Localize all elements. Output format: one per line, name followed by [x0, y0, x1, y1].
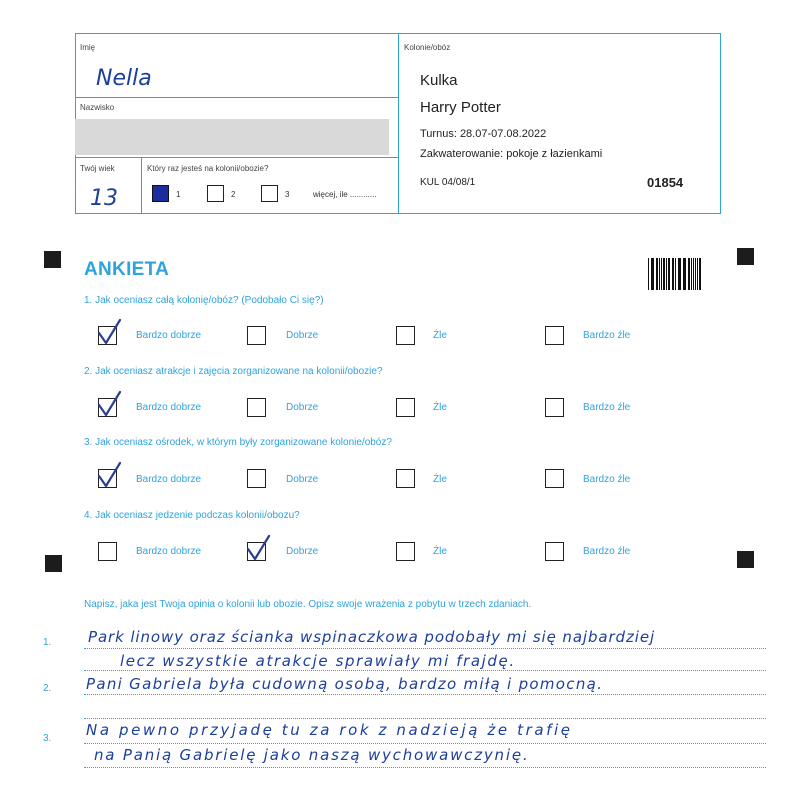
q1-checkbox-dobrze[interactable] [247, 326, 266, 345]
q2-checkbox-zle[interactable] [396, 398, 415, 417]
line-number-3: 3. [43, 733, 52, 744]
survey-title: ANKIETA [84, 259, 170, 280]
q1-option-dobrze: Dobrze [286, 330, 319, 341]
barcode-bar [653, 258, 654, 290]
camp-label: Kolonie/obóz [404, 43, 451, 52]
camp-code: KUL 04/08/1 [420, 177, 476, 188]
barcode-bar [689, 258, 690, 290]
turnus: Turnus: 28.07-07.08.2022 [420, 128, 547, 140]
q1-checkmark-icon [96, 318, 122, 346]
first-name-label: Imię [80, 43, 96, 52]
barcode-bar [700, 258, 701, 290]
q1-checkbox-bardzo-zle[interactable] [545, 326, 564, 345]
q3-checkbox-dobrze[interactable] [247, 469, 266, 488]
visit-count-checkbox-2[interactable] [207, 185, 224, 202]
barcode-bar [695, 258, 696, 290]
q2-option-zle: Źle [433, 402, 447, 413]
barcode-bar [675, 258, 676, 290]
q3-option-zle: Źle [433, 474, 447, 485]
q2-option-bardzo-dobrze: Bardzo dobrze [136, 402, 202, 413]
q2-option-dobrze: Dobrze [286, 402, 319, 413]
q4-checkbox-bardzo-dobrze[interactable] [98, 542, 117, 561]
line-number-1: 1. [43, 637, 52, 648]
line-number-2: 2. [43, 683, 52, 694]
q2-option-bardzo-zle: Bardzo źle [583, 402, 631, 413]
q4-checkbox-bardzo-zle[interactable] [545, 542, 564, 561]
handwritten-line-3: Pani Gabriela była cudowną osobą, bardzo miłą i pomocną. [86, 675, 604, 693]
visit-count-label: Który raz jesteś na kolonii/obozie? [147, 164, 269, 173]
visit-count-checkbox-3[interactable] [261, 185, 278, 202]
registration-marker-top-left [44, 251, 61, 268]
answer-line [84, 718, 766, 719]
q2-checkmark-icon [96, 390, 122, 418]
handwritten-line-4: Na pewno przyjadę tu za rok z nadzieją że trafię [86, 721, 573, 739]
answer-line [84, 648, 766, 649]
q4-option-bardzo-zle: Bardzo źle [583, 546, 631, 557]
barcode-bar [680, 258, 681, 290]
handwritten-line-2: lecz wszystkie atrakcje sprawiały mi frajdę. [120, 652, 516, 670]
q2-checkbox-bardzo-zle[interactable] [545, 398, 564, 417]
answer-line [84, 670, 766, 671]
barcode-bar [659, 258, 660, 290]
age-value: 13 [90, 186, 118, 211]
q1-option-zle: Źle [433, 330, 447, 341]
q3-option-dobrze: Dobrze [286, 474, 319, 485]
last-name-label: Nazwisko [80, 103, 115, 112]
header-row-line-2 [75, 157, 398, 158]
header-row-line-1 [75, 97, 398, 98]
question-4: 4. Jak oceniasz jedzenie podczas kolonii/obozu? [84, 510, 300, 521]
q3-option-bardzo-dobrze: Bardzo dobrze [136, 474, 202, 485]
barcode [648, 258, 702, 290]
registration-marker-bottom-right [737, 551, 754, 568]
visit-count-option-3: 3 [285, 190, 290, 199]
age-divider [141, 157, 142, 214]
q4-option-bardzo-dobrze: Bardzo dobrze [136, 546, 202, 557]
handwritten-line-1: Park linowy oraz ścianka wspinaczkowa podobały mi się najbardziej [88, 628, 656, 646]
opinion-instruction: Napisz, jaka jest Twoja opinia o kolonii lub obozie. Opisz swoje wrażenia z pobytu w trzech zdaniach. [84, 599, 532, 610]
visit-count-checkbox-1[interactable] [152, 185, 169, 202]
q1-checkbox-zle[interactable] [396, 326, 415, 345]
visit-count-more-label: więcej, ile ............ [313, 190, 377, 199]
q4-option-dobrze: Dobrze [286, 546, 319, 557]
q3-checkbox-bardzo-zle[interactable] [545, 469, 564, 488]
barcode-bar [666, 258, 667, 290]
q1-option-bardzo-zle: Bardzo źle [583, 330, 631, 341]
q3-checkbox-zle[interactable] [396, 469, 415, 488]
handwritten-line-5: na Panią Gabrielę jako naszą wychowawczynię. [94, 746, 530, 764]
answer-line [84, 767, 766, 768]
question-1: 1. Jak oceniasz całą kolonię/obóz? (Podobało Ci się?) [84, 295, 324, 306]
q3-checkmark-icon [96, 461, 122, 489]
q1-option-bardzo-dobrze: Bardzo dobrze [136, 330, 202, 341]
accommodation: Zakwaterowanie: pokoje z łazienkami [420, 148, 603, 160]
visit-count-option-1: 1 [176, 190, 181, 199]
camp-theme: Harry Potter [420, 99, 501, 116]
q3-option-bardzo-zle: Bardzo źle [583, 474, 631, 485]
visit-count-option-2: 2 [231, 190, 236, 199]
registration-marker-top-right [737, 248, 754, 265]
age-label: Twój wiek [80, 164, 115, 173]
first-name-value: Nella [96, 66, 152, 91]
answer-line [84, 694, 766, 695]
q4-checkbox-zle[interactable] [396, 542, 415, 561]
answer-line [84, 743, 766, 744]
barcode-bar [672, 258, 673, 290]
question-2: 2. Jak oceniasz atrakcje i zajęcia zorganizowane na kolonii/obozie? [84, 366, 383, 377]
form-number: 01854 [647, 175, 684, 190]
question-3: 3. Jak oceniasz ośrodek, w którym były zorganizowane kolonie/obóz? [84, 437, 392, 448]
registration-marker-bottom-left [45, 555, 62, 572]
barcode-bar [688, 258, 689, 290]
q4-checkmark-icon [245, 534, 271, 562]
barcode-bar [648, 258, 649, 290]
redacted-last-name [75, 119, 389, 155]
camp-name: Kulka [420, 72, 458, 89]
q2-checkbox-dobrze[interactable] [247, 398, 266, 417]
header-divider [398, 33, 399, 214]
q4-option-zle: Źle [433, 546, 447, 557]
